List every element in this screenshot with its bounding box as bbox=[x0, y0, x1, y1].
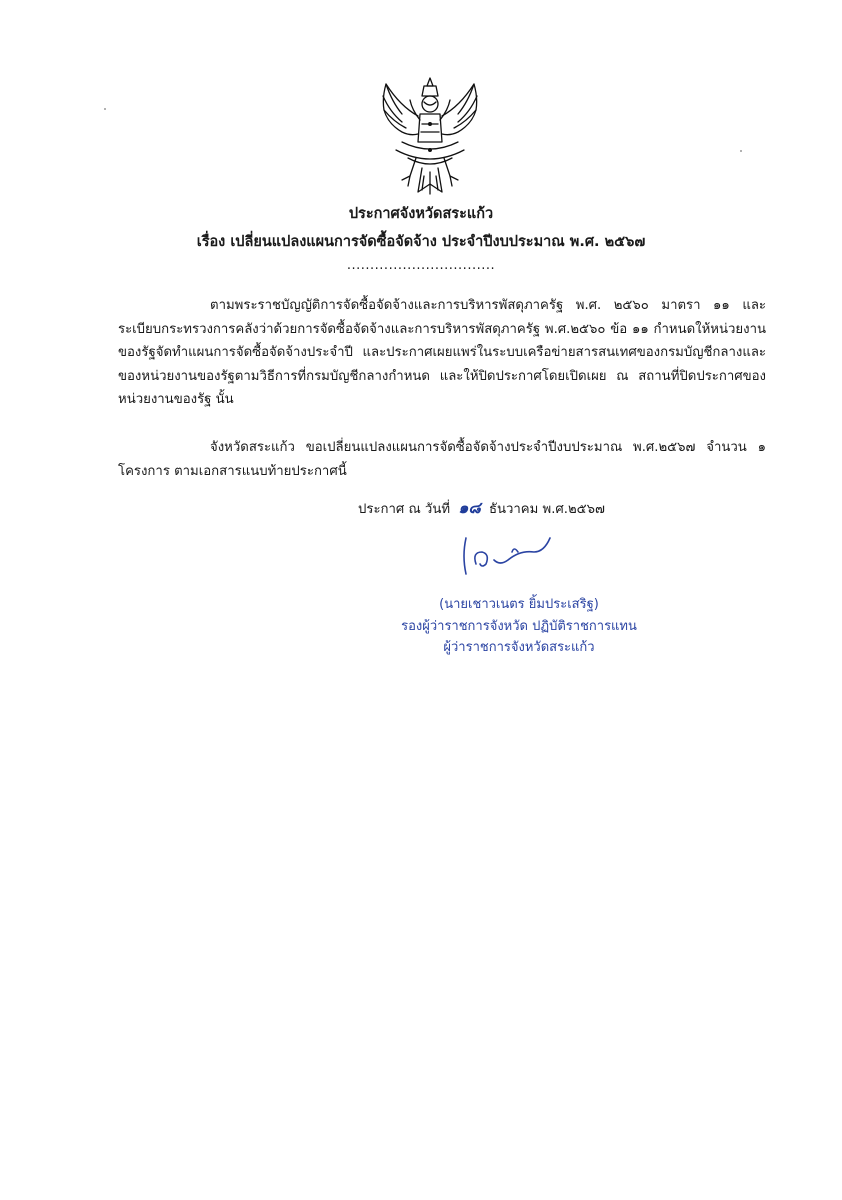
title-divider: ................................ bbox=[346, 258, 496, 273]
document-subject: เรื่อง เปลี่ยนแปลงแผนการจัดซื้อจัดจ้าง ประจำปีงบประมาณ พ.ศ. ๒๕๖๗ bbox=[196, 234, 646, 250]
signer-position-2: ผู้ว่าราชการจังหวัดสระแก้ว bbox=[443, 640, 595, 655]
scan-speck bbox=[104, 108, 106, 110]
announcement-prefix: ประกาศ ณ วันที่ bbox=[358, 502, 451, 517]
document-title: ประกาศจังหวัดสระแก้ว bbox=[348, 206, 494, 222]
announcement-month-year: ธันวาคม พ.ศ.๒๕๖๗ bbox=[488, 502, 605, 517]
garuda-emblem-icon bbox=[372, 72, 488, 200]
signer-name: (นายเชาวเนตร ยิ้มประเสริฐ) bbox=[439, 597, 599, 612]
body-paragraph-1: ตามพระราชบัญญัติการจัดซื้อจัดจ้างและการบริหารพัสดุภาครัฐ พ.ศ. ๒๕๖๐ มาตรา ๑๑ และระเบียบกระทรวงการคลังว่าด้วยการจัดซื้อจัดจ้างและการบริหารพัสดุภาครัฐ พ.ศ.๒๕๖๐ ข้อ ๑๑ กำหนดให้หน่วยงานของรัฐจัดทำแผนการจัดซื้อจัดจ้างประจำปี และประกาศเผยแพร่ในระบบเครือข่ายสารสนเทศของกรมบัญชีกลางและของหน่วยงานของรัฐตามวิธีการที่กรมบัญชีกลางกำหนด และให้ปิดประกาศโดยเปิดเผย ณ สถานที่ปิดประกาศของหน่วยงานของรัฐ นั้น bbox=[118, 298, 766, 408]
scan-speck bbox=[740, 150, 742, 152]
announcement-day: ๑๘ bbox=[458, 498, 481, 517]
signer-position-1: รองผู้ว่าราชการจังหวัด ปฏิบัติราชการแทน bbox=[401, 619, 637, 634]
body-paragraph-2: จังหวัดสระแก้ว ขอเปลี่ยนแปลงแผนการจัดซื้อจัดจ้างประจำปีงบประมาณ พ.ศ.๒๕๖๗ จำนวน ๑ โครงการ ตามเอกสารแนบท้ายประกาศนี้ bbox=[118, 440, 766, 479]
announcement-date bbox=[358, 496, 605, 522]
handwritten-signature bbox=[458, 530, 558, 578]
